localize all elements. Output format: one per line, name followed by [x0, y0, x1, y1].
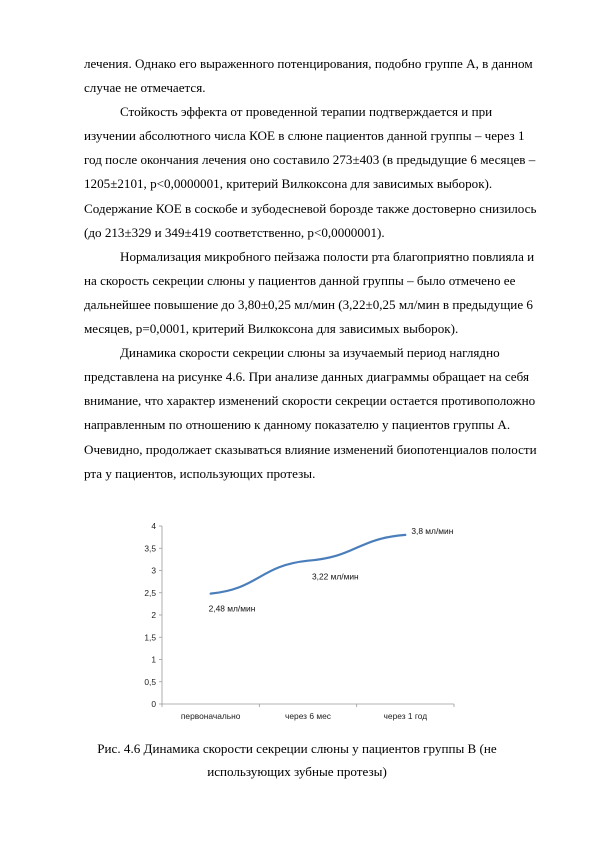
paragraph-2: Стойкость эффекта от проведенной терапии подтверждается и при изучении абсолютного числа КОЕ в слюне пациентов данной группы – через 1 год после окончания лечения оно составило 273±403 (в предыдущие 6 месяцев – 1205±2101, p<0,0000001, критерий Вилкоксона для зависимых выборок). Содержание КОЕ в соскобе и зубодесневой борозде также достоверно снизилось (до 213±329 и 349±419 соответственно, p<0,0000001).: [84, 104, 537, 240]
paragraph-1: лечения. Однако его выраженного потенцирования, подобно группе А, в данном случае не отмечается.: [84, 56, 533, 96]
saliva-rate-line-chart: [140, 512, 462, 730]
y-tick-label: 3,5: [144, 543, 156, 554]
paragraph-3: Нормализация микробного пейзажа полости рта благоприятно повлияла и на скорость секреции слюны у пациентов данной группы – было отмечено ее дальнейшее повышение до 3,80±0,25 мл/мин (3,22±0,25 мл/мин в предыдущие 6 месяцев, p=0,0001, критерий Вилкоксона для зависимых выборок).: [84, 248, 535, 337]
figure-caption: Рис. 4.6 Динамика скорости секреции слюны у пациентов группы В (не использующих зубные протезы): [97, 741, 497, 779]
x-tick-label: через 1 год: [383, 711, 428, 721]
y-tick-label: 1,5: [144, 632, 156, 643]
data-label: 2,48 мл/мин: [208, 603, 256, 614]
data-label: 3,22 мл/мин: [312, 571, 359, 582]
paragraph-4: Динамика скорости секреции слюны за изучаемый период наглядно представлена на рисунке 4.6. При анализе данных диаграммы обращает на себя внимание, что характер изменений скорости секреции остается противоположно направленным по отношению к данному показателю у пациентов группы А. Очевидно, продолжает сказываться влияние изменений биопотенциалов полости рта у пациентов, использующих протезы.: [84, 345, 537, 481]
y-tick-label: 2,5: [144, 587, 156, 598]
x-tick-label: через 6 мес: [285, 711, 331, 721]
body-text: [84, 52, 544, 486]
data-labels: [209, 526, 454, 614]
y-tick-label: 3: [151, 565, 156, 576]
y-tick-label: 1: [151, 654, 156, 665]
y-tick-label: 0,5: [144, 676, 156, 687]
series: [211, 535, 406, 594]
data-label: 3,8 мл/мин: [411, 525, 454, 536]
x-axis: [162, 704, 454, 721]
y-tick-label: 0: [151, 699, 156, 709]
y-tick-label: 2: [151, 610, 156, 620]
y-axis: [144, 521, 162, 709]
y-tick-label: 4: [151, 521, 156, 531]
series-line: [211, 535, 406, 594]
x-tick-label: первоначально: [180, 711, 241, 721]
